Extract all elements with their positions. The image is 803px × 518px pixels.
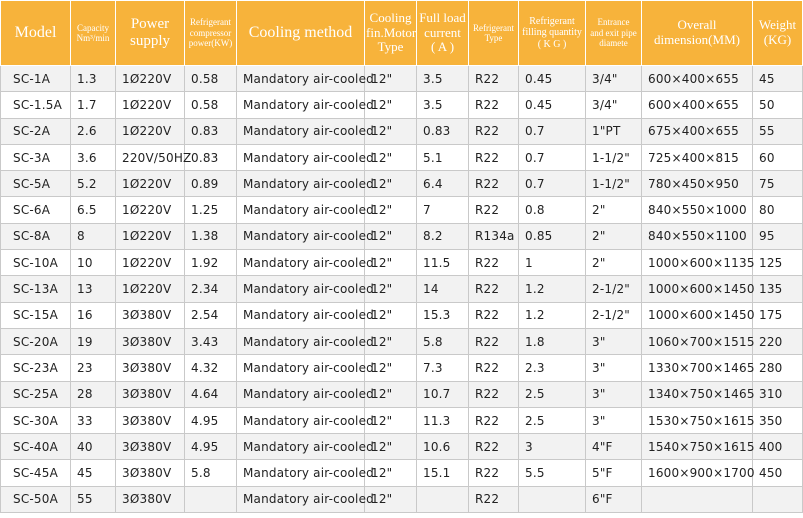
cell-filling-quantity: 0.45: [519, 92, 586, 118]
cell-full-load-current: 11.5: [417, 250, 469, 276]
cell-capacity: 28: [71, 381, 116, 407]
cell-filling-quantity: 2.5: [519, 407, 586, 433]
cell-pipe-diameter: 3": [586, 407, 642, 433]
cell-overall-dimension: 600×400×655: [642, 92, 753, 118]
header-line: fin.Motor: [366, 24, 417, 40]
cell-pipe-diameter: 2-1/2": [586, 276, 642, 302]
cell-model: SC-25A: [1, 381, 71, 407]
cell-compressor-power: 2.34: [185, 276, 237, 302]
cell-filling-quantity: 1: [519, 250, 586, 276]
cell-compressor-power: 3.43: [185, 328, 237, 354]
cell-full-load-current: 8.2: [417, 223, 469, 249]
cell-filling-quantity: 0.7: [519, 118, 586, 144]
cell-compressor-power: 4.95: [185, 434, 237, 460]
cell-compressor-power: 4.64: [185, 381, 237, 407]
cell-filling-quantity: 1.8: [519, 328, 586, 354]
cell-full-load-current: 5.1: [417, 144, 469, 170]
cell-power-supply: 3Ø380V: [116, 355, 185, 381]
cell-model: SC-1.5A: [1, 92, 71, 118]
cell-model: SC-40A: [1, 434, 71, 460]
cell-refrigerant-type: R22: [469, 486, 519, 512]
cell-weight: 75: [753, 171, 803, 197]
cell-capacity: 5.2: [71, 171, 116, 197]
table-row: [1, 223, 803, 249]
cell-weight: [753, 486, 803, 512]
header-line: filling quantity: [522, 27, 582, 39]
cell-fin-motor-type: 12": [365, 118, 417, 144]
cell-fin-motor-type: 12": [365, 434, 417, 460]
header-weight: [753, 1, 803, 66]
cell-filling-quantity: 2.5: [519, 381, 586, 407]
cell-capacity: 3.6: [71, 144, 116, 170]
header-line: Weight: [758, 17, 797, 33]
header-line: dimension(MM): [654, 32, 740, 47]
cell-pipe-diameter: 1-1/2": [586, 171, 642, 197]
cell-weight: 95: [753, 223, 803, 249]
cell-filling-quantity: 1.2: [519, 302, 586, 328]
table-row: [1, 434, 803, 460]
cell-overall-dimension: 1000×600×1135: [642, 250, 753, 276]
cell-model: SC-20A: [1, 328, 71, 354]
cell-power-supply: 3Ø380V: [116, 381, 185, 407]
cell-compressor-power: 0.83: [185, 144, 237, 170]
header-line: Cooling method: [248, 23, 353, 41]
cell-cooling-method: Mandatory air-cooled: [237, 92, 365, 118]
cell-power-supply: 1Ø220V: [116, 223, 185, 249]
cell-pipe-diameter: 2": [586, 250, 642, 276]
cell-power-supply: 3Ø380V: [116, 486, 185, 512]
cell-model: SC-13A: [1, 276, 71, 302]
cell-pipe-diameter: 3": [586, 381, 642, 407]
cell-capacity: 1.7: [71, 92, 116, 118]
header-line: Overall: [677, 17, 717, 33]
header-line: Cooling: [369, 9, 412, 25]
cell-cooling-method: Mandatory air-cooled: [237, 144, 365, 170]
header-line: Type: [377, 39, 404, 55]
header-line: Capacity: [77, 22, 109, 33]
header-line: Full load: [419, 9, 466, 25]
cell-power-supply: 1Ø220V: [116, 92, 185, 118]
cell-pipe-diameter: 3": [586, 328, 642, 354]
cell-weight: 450: [753, 460, 803, 486]
cell-overall-dimension: 1340×750×1465: [642, 381, 753, 407]
cell-overall-dimension: 1330×700×1465: [642, 355, 753, 381]
cell-refrigerant-type: R22: [469, 434, 519, 460]
cell-cooling-method: Mandatory air-cooled: [237, 197, 365, 223]
cell-compressor-power: 2.54: [185, 302, 237, 328]
cell-overall-dimension: 840×550×1000: [642, 197, 753, 223]
cell-full-load-current: 10.6: [417, 434, 469, 460]
table-body: [1, 66, 803, 513]
header-line: Power: [130, 15, 170, 32]
cell-full-load-current: 15.1: [417, 460, 469, 486]
cell-full-load-current: 3.5: [417, 66, 469, 92]
header-compressor-power: [185, 1, 237, 66]
cell-full-load-current: 15.3: [417, 302, 469, 328]
cell-filling-quantity: 5.5: [519, 460, 586, 486]
cell-fin-motor-type: 12": [365, 407, 417, 433]
table-row: [1, 276, 803, 302]
header-line: Model: [14, 23, 57, 41]
cell-cooling-method: Mandatory air-cooled: [237, 223, 365, 249]
cell-power-supply: 1Ø220V: [116, 171, 185, 197]
header-power-supply: [116, 1, 185, 66]
cell-capacity: 23: [71, 355, 116, 381]
cell-overall-dimension: 1000×600×1450: [642, 276, 753, 302]
cell-weight: 175: [753, 302, 803, 328]
cell-overall-dimension: 600×400×655: [642, 66, 753, 92]
cell-model: SC-8A: [1, 223, 71, 249]
header-fin-motor-type: [365, 1, 417, 66]
cell-model: SC-45A: [1, 460, 71, 486]
cell-cooling-method: Mandatory air-cooled: [237, 381, 365, 407]
cell-cooling-method: Mandatory air-cooled: [237, 486, 365, 512]
cell-filling-quantity: 0.85: [519, 223, 586, 249]
header-refrigerant-type: [469, 1, 519, 66]
header-cooling-method: [237, 1, 365, 66]
cell-compressor-power: 1.25: [185, 197, 237, 223]
header-line: and exit pipe: [590, 27, 637, 38]
cell-refrigerant-type: R22: [469, 197, 519, 223]
cell-filling-quantity: 2.3: [519, 355, 586, 381]
header-line: Entrance: [597, 17, 630, 28]
cell-compressor-power: 4.32: [185, 355, 237, 381]
cell-capacity: 8: [71, 223, 116, 249]
cell-fin-motor-type: 12": [365, 460, 417, 486]
cell-pipe-diameter: 4"F: [586, 434, 642, 460]
cell-refrigerant-type: R22: [469, 144, 519, 170]
cell-compressor-power: 0.58: [185, 92, 237, 118]
cell-fin-motor-type: 12": [365, 66, 417, 92]
header-line: compressor: [189, 27, 232, 38]
cell-compressor-power: [185, 486, 237, 512]
cell-overall-dimension: 1060×700×1515: [642, 328, 753, 354]
cell-full-load-current: 10.7: [417, 381, 469, 407]
cell-refrigerant-type: R134a: [469, 223, 519, 249]
cell-weight: 400: [753, 434, 803, 460]
cell-fin-motor-type: 12": [365, 92, 417, 118]
table-row: [1, 118, 803, 144]
cell-model: SC-50A: [1, 486, 71, 512]
header-pipe-diameter: [586, 1, 642, 66]
cell-full-load-current: 6.4: [417, 171, 469, 197]
cell-fin-motor-type: 12": [365, 223, 417, 249]
header-line: Nm³/min: [76, 33, 110, 43]
cell-weight: 55: [753, 118, 803, 144]
cell-full-load-current: 7.3: [417, 355, 469, 381]
cell-cooling-method: Mandatory air-cooled: [237, 66, 365, 92]
cell-full-load-current: 5.8: [417, 328, 469, 354]
cell-weight: 220: [753, 328, 803, 354]
cell-refrigerant-type: R22: [469, 355, 519, 381]
cell-pipe-diameter: 6"F: [586, 486, 642, 512]
header-line: Type: [484, 33, 503, 43]
cell-full-load-current: 7: [417, 197, 469, 223]
cell-cooling-method: Mandatory air-cooled: [237, 434, 365, 460]
header-line: ( A ): [430, 39, 455, 55]
cell-cooling-method: Mandatory air-cooled: [237, 276, 365, 302]
header-line: ( K G ): [537, 38, 567, 50]
table-row: [1, 407, 803, 433]
cell-fin-motor-type: 12": [365, 328, 417, 354]
table-row: [1, 66, 803, 92]
cell-overall-dimension: 675×400×655: [642, 118, 753, 144]
cell-compressor-power: 1.38: [185, 223, 237, 249]
cell-refrigerant-type: R22: [469, 250, 519, 276]
cell-fin-motor-type: 12": [365, 276, 417, 302]
cell-model: SC-5A: [1, 171, 71, 197]
cell-refrigerant-type: R22: [469, 118, 519, 144]
cell-power-supply: 3Ø380V: [116, 302, 185, 328]
cell-refrigerant-type: R22: [469, 171, 519, 197]
header-line: Refrigerant: [473, 22, 514, 33]
cell-pipe-diameter: 2-1/2": [586, 302, 642, 328]
cell-power-supply: 1Ø220V: [116, 276, 185, 302]
header-capacity: [71, 1, 116, 66]
cell-pipe-diameter: 1"PT: [586, 118, 642, 144]
cell-power-supply: 1Ø220V: [116, 197, 185, 223]
cell-full-load-current: 3.5: [417, 92, 469, 118]
header-line: (KG): [763, 32, 792, 47]
cell-refrigerant-type: R22: [469, 407, 519, 433]
cell-overall-dimension: 840×550×1100: [642, 223, 753, 249]
header-full-load-current: [417, 1, 469, 66]
cell-capacity: 45: [71, 460, 116, 486]
cell-refrigerant-type: R22: [469, 328, 519, 354]
cell-capacity: 40: [71, 434, 116, 460]
cell-cooling-method: Mandatory air-cooled: [237, 460, 365, 486]
cell-model: SC-2A: [1, 118, 71, 144]
cell-capacity: 55: [71, 486, 116, 512]
cell-overall-dimension: 1540×750×1615: [642, 434, 753, 460]
cell-capacity: 33: [71, 407, 116, 433]
cell-filling-quantity: [519, 486, 586, 512]
cell-refrigerant-type: R22: [469, 92, 519, 118]
cell-weight: 125: [753, 250, 803, 276]
cell-model: SC-15A: [1, 302, 71, 328]
table-row: [1, 250, 803, 276]
cell-cooling-method: Mandatory air-cooled: [237, 302, 365, 328]
cell-pipe-diameter: 2": [586, 223, 642, 249]
table-row: [1, 328, 803, 354]
cell-refrigerant-type: R22: [469, 276, 519, 302]
cell-cooling-method: Mandatory air-cooled: [237, 171, 365, 197]
cell-refrigerant-type: R22: [469, 381, 519, 407]
cell-power-supply: 220V/50HZ: [116, 144, 185, 170]
cell-fin-motor-type: 12": [365, 250, 417, 276]
table-row: [1, 460, 803, 486]
cell-power-supply: 1Ø220V: [116, 118, 185, 144]
cell-filling-quantity: 0.7: [519, 144, 586, 170]
cell-compressor-power: 4.95: [185, 407, 237, 433]
cell-overall-dimension: [642, 486, 753, 512]
cell-power-supply: 3Ø380V: [116, 460, 185, 486]
cell-cooling-method: Mandatory air-cooled: [237, 407, 365, 433]
table-row: [1, 92, 803, 118]
cell-weight: 135: [753, 276, 803, 302]
cell-refrigerant-type: R22: [469, 66, 519, 92]
cell-fin-motor-type: 12": [365, 197, 417, 223]
cell-power-supply: 3Ø380V: [116, 407, 185, 433]
cell-capacity: 13: [71, 276, 116, 302]
cell-cooling-method: Mandatory air-cooled: [237, 118, 365, 144]
header-overall-dimension: [642, 1, 753, 66]
cell-power-supply: 3Ø380V: [116, 434, 185, 460]
cell-weight: 60: [753, 144, 803, 170]
cell-filling-quantity: 0.8: [519, 197, 586, 223]
cell-filling-quantity: 1.2: [519, 276, 586, 302]
cell-full-load-current: 0.83: [417, 118, 469, 144]
cell-model: SC-1A: [1, 66, 71, 92]
cell-compressor-power: 0.58: [185, 66, 237, 92]
cell-capacity: 6.5: [71, 197, 116, 223]
cell-pipe-diameter: 3/4": [586, 92, 642, 118]
cell-fin-motor-type: 12": [365, 486, 417, 512]
cell-cooling-method: Mandatory air-cooled: [237, 250, 365, 276]
header-line: Refrigerant: [529, 15, 575, 27]
header-line: current: [424, 24, 461, 40]
cell-power-supply: 1Ø220V: [116, 66, 185, 92]
cell-weight: 45: [753, 66, 803, 92]
cell-compressor-power: 5.8: [185, 460, 237, 486]
cell-full-load-current: [417, 486, 469, 512]
cell-weight: 50: [753, 92, 803, 118]
cell-pipe-diameter: 2": [586, 197, 642, 223]
header-line: power(KW): [188, 38, 233, 49]
table-row: [1, 302, 803, 328]
table-row: [1, 144, 803, 170]
cell-model: SC-10A: [1, 250, 71, 276]
cell-capacity: 2.6: [71, 118, 116, 144]
cell-refrigerant-type: R22: [469, 302, 519, 328]
cell-model: SC-6A: [1, 197, 71, 223]
cell-refrigerant-type: R22: [469, 460, 519, 486]
cell-pipe-diameter: 3/4": [586, 66, 642, 92]
cell-cooling-method: Mandatory air-cooled: [237, 355, 365, 381]
cell-compressor-power: 1.92: [185, 250, 237, 276]
cell-model: SC-23A: [1, 355, 71, 381]
cell-capacity: 16: [71, 302, 116, 328]
cell-overall-dimension: 1000×600×1450: [642, 302, 753, 328]
header-filling-quantity: [519, 1, 586, 66]
cell-filling-quantity: 0.7: [519, 171, 586, 197]
cell-pipe-diameter: 1-1/2": [586, 144, 642, 170]
header-model: [1, 1, 71, 66]
cell-capacity: 19: [71, 328, 116, 354]
cell-capacity: 10: [71, 250, 116, 276]
cell-overall-dimension: 1530×750×1615: [642, 407, 753, 433]
cell-fin-motor-type: 12": [365, 302, 417, 328]
cell-compressor-power: 0.89: [185, 171, 237, 197]
cell-overall-dimension: 780×450×950: [642, 171, 753, 197]
cell-model: SC-3A: [1, 144, 71, 170]
header-line: Refrigerant: [190, 17, 231, 28]
cell-weight: 310: [753, 381, 803, 407]
cell-pipe-diameter: 3": [586, 355, 642, 381]
cell-cooling-method: Mandatory air-cooled: [237, 328, 365, 354]
cell-model: SC-30A: [1, 407, 71, 433]
cell-full-load-current: 14: [417, 276, 469, 302]
table-row: [1, 486, 803, 512]
cell-pipe-diameter: 5"F: [586, 460, 642, 486]
cell-capacity: 1.3: [71, 66, 116, 92]
cell-fin-motor-type: 12": [365, 144, 417, 170]
table-row: [1, 355, 803, 381]
cell-power-supply: 1Ø220V: [116, 250, 185, 276]
cell-power-supply: 3Ø380V: [116, 328, 185, 354]
table-row: [1, 381, 803, 407]
cell-weight: 350: [753, 407, 803, 433]
table-row: [1, 171, 803, 197]
cell-fin-motor-type: 12": [365, 381, 417, 407]
cell-full-load-current: 11.3: [417, 407, 469, 433]
cell-weight: 280: [753, 355, 803, 381]
cell-weight: 80: [753, 197, 803, 223]
header-row: [1, 1, 803, 66]
cell-fin-motor-type: 12": [365, 171, 417, 197]
cell-compressor-power: 0.83: [185, 118, 237, 144]
cell-overall-dimension: 1600×900×1700: [642, 460, 753, 486]
header-line: diamete: [599, 38, 628, 49]
cell-overall-dimension: 725×400×815: [642, 144, 753, 170]
cell-filling-quantity: 0.45: [519, 66, 586, 92]
table-row: [1, 197, 803, 223]
header-line: supply: [129, 33, 170, 49]
cell-filling-quantity: 3: [519, 434, 586, 460]
cell-fin-motor-type: 12": [365, 355, 417, 381]
